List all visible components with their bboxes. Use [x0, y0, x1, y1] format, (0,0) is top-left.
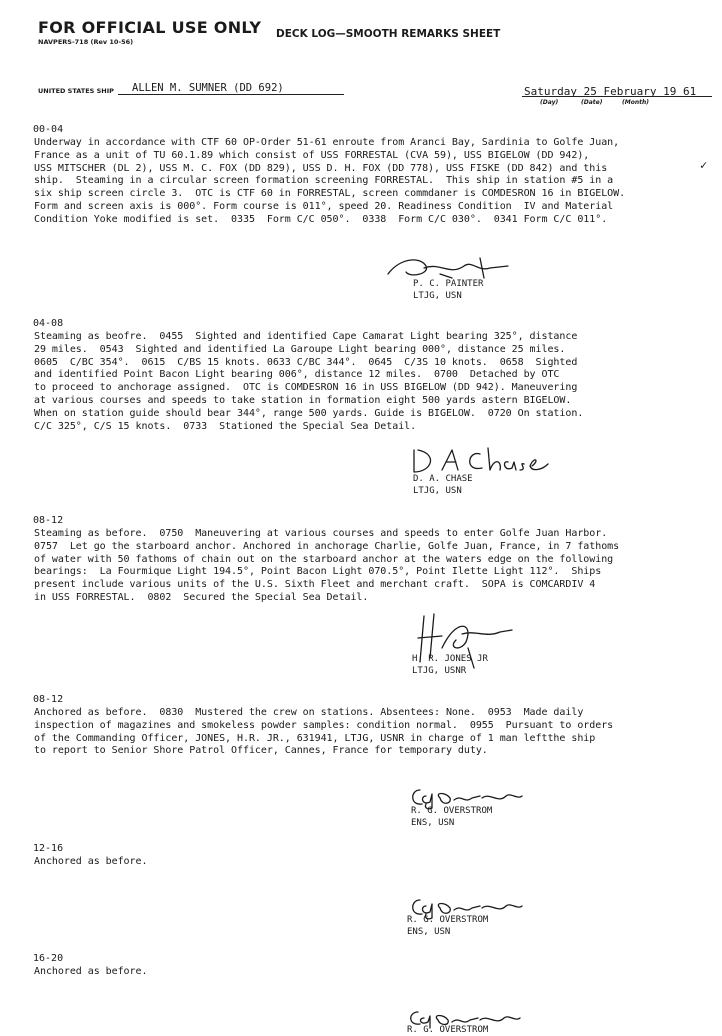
log-date: Saturday 25 February 19 61 [524, 85, 697, 98]
log-line: inspection of magazines and smokeless powder samples: condition normal. 0955 Pursuant to orders [34, 719, 614, 731]
log-line: of the Commanding Officer, JONES, H.R. JR., 631941, LTJG, USNR in charge of 1 man leftthe ship [34, 732, 596, 744]
watch-heading: 04-08 [33, 318, 64, 329]
officer-name: H. R. JONES JR [412, 654, 488, 664]
log-entry-text [34, 331, 583, 433]
log-line: 0605 C/BC 354°. 0615 C/BS 15 knots. 0633 C/BC 344°. 0645 C/3S 10 knots. 0658 Sighted [34, 356, 578, 368]
log-line: Anchored as before. [34, 856, 148, 867]
log-line: Steaming as beofre. 0455 Sighted and identified Cape Camarat Light bearing 325°, distance [34, 331, 578, 342]
form-number: NAVPERS-718 (Rev 10-56) [38, 38, 134, 46]
ship-label: UNITED STATES SHIP [38, 87, 114, 95]
officer-signature-block [411, 805, 492, 829]
log-line: to report to Senior Shore Patrol Officer, Cannes, France for temporary duty. [34, 745, 488, 757]
log-line: ship. Steaming in a circular screen formation screening FORRESTAL. This ship in station #5 in a [34, 175, 614, 187]
officer-signature-block [412, 653, 488, 677]
officer-rank: ENS, USN [411, 818, 455, 828]
log-line: 29 miles. 0543 Sighted and identified La Garoupe Light bearing 000°, distance 25 miles. [34, 343, 566, 355]
log-line: of water with 50 fathoms of chain out on the starboard anchor at the waters edge on the following [34, 553, 614, 565]
officer-signature-block [413, 278, 483, 302]
log-line: to proceed to anchorage assigned. OTC is COMDESRON 16 in USS BIGELOW (DD 942). Maneuvering [34, 382, 578, 394]
officer-rank: LTJG, USN [413, 291, 462, 301]
log-line: When on station guide should bear 344°, range 500 yards. Guide is BIGELOW. 0720 On station. [34, 407, 584, 419]
watch-heading: 12-16 [33, 843, 64, 854]
log-line: at various courses and speeds to take station in formation eight 500 yards astern BIGELOW. [34, 394, 572, 406]
log-entry-text [34, 966, 147, 979]
officer-rank: LTJG, USN [413, 486, 462, 496]
officer-rank: ENS, USN [407, 927, 451, 937]
log-line: C/C 325°, C/S 15 knots. 0733 Stationed the Special Sea Detail. [34, 420, 417, 432]
log-line: Underway in accordance with CTF 60 OP-Order 51-61 enroute from Aranci Bay, Sardinia to Golfe Juan, [34, 137, 620, 148]
log-line: six ship screen circle 3. OTC is CTF 60 in FORRESTAL, screen commdaner is COMDESRON 16 in BIGELOW. [34, 188, 626, 200]
officer-name: R. G. OVERSTROM [407, 1025, 489, 1035]
log-line: France as a unit of TU 60.1.89 which consist of USS FORRESTAL (CVA 59), USS BIGELOW (DD 942), [34, 149, 590, 161]
officer-signature-block [407, 914, 488, 938]
ship-name-underline [118, 94, 344, 95]
margin-check-mark: ✓ [700, 158, 708, 172]
log-line: and identified Point Bacon Light bearing 006°, distance 12 miles. 0700 Detached by OTC [34, 369, 560, 381]
officer-name: R. G. OVERSTROM [411, 806, 493, 816]
officer-signature-block [407, 1024, 488, 1036]
watch-heading: 08-12 [33, 694, 64, 705]
log-line: Anchored as before. 0830 Mustered the crew on stations. Absentees: None. 0953 Made daily [34, 707, 584, 718]
log-line: bearings: La Fourmique Light 194.5°, Point Bacon Light 070.5°, Point Ilette Light 112°. Ships [34, 566, 602, 578]
log-line: Steaming as before. 0750 Maneuvering at various courses and speeds to enter Golfe Juan Harbor. [34, 528, 608, 539]
log-line: in USS FORRESTAL. 0802 Secured the Special Sea Detail. [34, 591, 369, 603]
log-line: Anchored as before. [34, 966, 148, 977]
log-line: Form and screen axis is 000°. Form course is 011°, speed 20. Readiness Condition IV and Material [34, 200, 614, 212]
date-sub-date: (Date) [581, 99, 603, 106]
date-sub-day: (Day) [540, 99, 559, 106]
officer-name: P. C. PAINTER [413, 279, 484, 289]
officer-signature-block [413, 473, 473, 497]
log-line: 0757 Let go the starboard anchor. Anchored in anchorage Charlie, Golfe Juan, France, in 7 fathoms [34, 540, 620, 552]
log-entry-text [34, 707, 613, 758]
sheet-title: DECK LOG—SMOOTH REMARKS SHEET [276, 28, 501, 40]
log-line: USS MITSCHER (DL 2), USS M. C. FOX (DD 829), USS D. H. FOX (DD 778), USS FISKE (DD 842) and this [34, 162, 608, 174]
log-entry-text [34, 137, 625, 227]
watch-heading: 00-04 [33, 124, 64, 135]
officer-name: D. A. CHASE [413, 474, 473, 484]
date-sub-month: (Month) [622, 99, 649, 106]
watch-heading: 08-12 [33, 515, 64, 526]
ship-name: ALLEN M. SUMNER (DD 692) [132, 82, 284, 94]
classification-banner: FOR OFFICIAL USE ONLY [38, 18, 262, 37]
officer-name: R. G. OVERSTROM [407, 915, 489, 925]
officer-rank: LTJG, USNR [412, 666, 467, 676]
log-line: Condition Yoke modified is set. 0335 Form C/C 050°. 0338 Form C/C 030°. 0341 Form C/C 011°. [34, 213, 608, 225]
log-line: present include various units of the U.S. Sixth Fleet and merchant craft. SOPA is COMCARDIV 4 [34, 579, 596, 591]
watch-heading: 16-20 [33, 953, 64, 964]
log-entry-text [34, 528, 619, 605]
log-entry-text [34, 856, 147, 869]
